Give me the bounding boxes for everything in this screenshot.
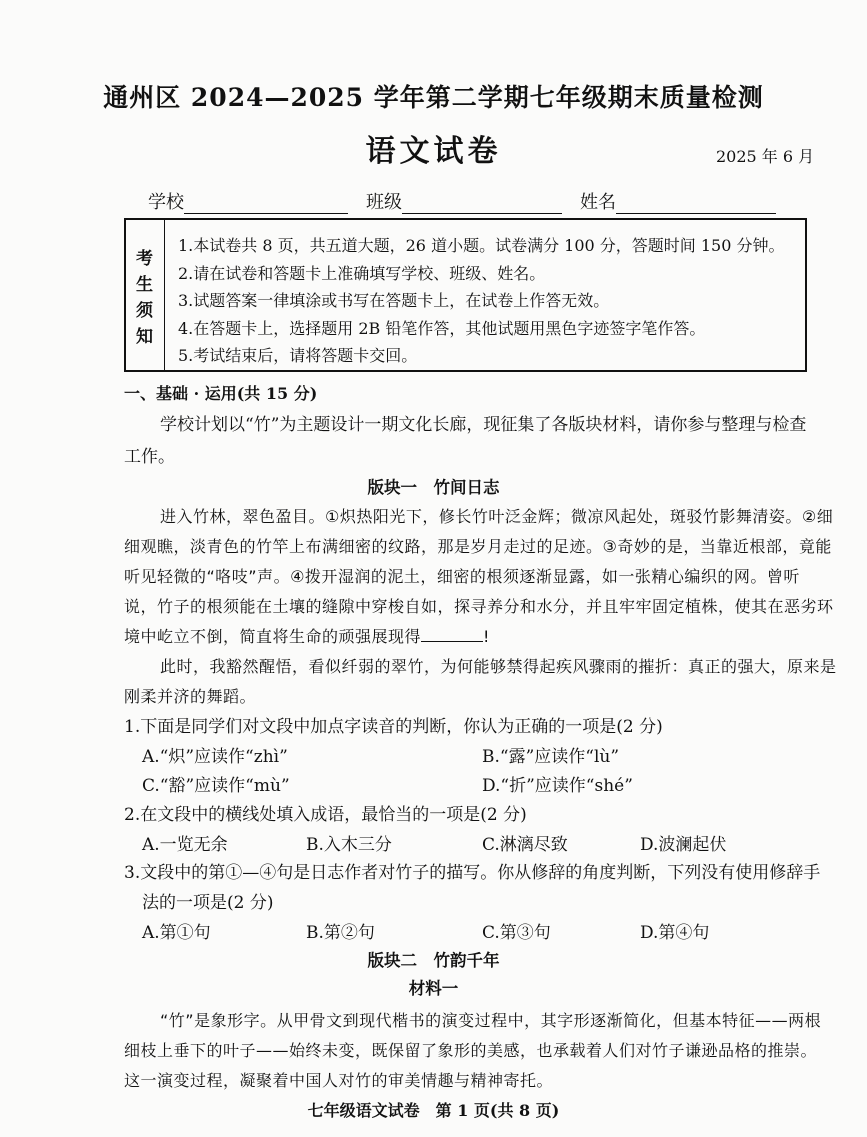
name-field[interactable] (616, 193, 776, 214)
intro-text: 工作。 (124, 447, 175, 467)
q2-option-c[interactable]: C.淋漓尽致 (482, 835, 568, 855)
notice-item: 1.本试卷共 8 页，共五道大题，26 道小题。试卷满分 100 分，答题时间 150 分钟。 (178, 236, 785, 255)
material-line: 细枝上垂下的叶子——始终未变，既保留了象形的美感，也承载着人们对竹子谦逊品格的推崇。 (124, 1041, 818, 1060)
passage-line: 说，竹子的根须能在土壤的缝隙中穿梭自如，探寻养分和水分，并且牢牢固定植株，使其在恶劣环 (124, 597, 834, 616)
exam-date: 2025 年 6 月 (716, 147, 815, 166)
section-heading: 一、基础 · 运用(共 15 分) (124, 384, 318, 403)
q1-option-b[interactable]: B.“露”应读作“lù” (482, 747, 620, 767)
q3-option-a[interactable]: A.第①句 (142, 923, 211, 943)
material-line: 这一演变过程，凝聚着中国人对竹的审美情趣与精神寄托。 (124, 1071, 554, 1090)
notice-label-char: 知 (136, 327, 153, 347)
question-1-stem: 1.下面是同学们对文段中加点字读音的判断，你认为正确的一项是(2 分) (124, 717, 663, 737)
notice-label-char: 须 (136, 301, 153, 321)
idiom-blank (421, 627, 483, 642)
notice-item: 3.试题答案一律填涂或书写在答题卡上，在试卷上作答无效。 (178, 291, 610, 310)
q2-option-b[interactable]: B.入木三分 (306, 835, 392, 855)
passage-line: 此时，我豁然醒悟，看似纤弱的翠竹，为何能够禁得起疾风骤雨的摧折：真正的强大，原来是 (160, 657, 837, 676)
passage-line: 刚柔并济的舞蹈。 (124, 687, 257, 706)
block1-title: 版块一 竹间日志 (367, 478, 500, 497)
passage-line: 听见轻微的“咯吱”声。④拨开湿润的泥土，细密的根须逐渐显露，如一张精心编织的网。曾听 (124, 567, 800, 586)
intro-text: 学校计划以“竹”为主题设计一期文化长廊，现征集了各版块材料，请你参与整理与检查 (160, 415, 807, 435)
notice-label-char: 生 (136, 275, 153, 295)
material-line: “竹”是象形字。从甲骨文到现代楷书的演变过程中，其字形逐渐简化，但基本特征——两根 (160, 1011, 822, 1030)
school-label: 学校 (148, 192, 184, 213)
class-field[interactable] (402, 193, 562, 214)
q2-option-d[interactable]: D.波澜起伏 (640, 835, 727, 855)
notice-item: 2.请在试卷和答题卡上准确填写学校、班级、姓名。 (178, 263, 546, 283)
notice-label (126, 220, 165, 370)
question-2-stem: 2.在文段中的横线处填入成语，最恰当的一项是(2 分) (124, 805, 527, 825)
notice-item: 4.在答题卡上，选择题用 2B 铅笔作答，其他试题用黑色字迹签字笔作答。 (178, 318, 706, 338)
notice-label-char: 考 (136, 249, 153, 269)
name-label: 姓名 (580, 192, 616, 213)
passage-line: 进入竹林，翠色盈目。①炽热阳光下，修长竹叶泛金辉；微凉风起处，斑驳竹影舞清姿。②细 (160, 507, 834, 526)
question-3-stem: 3.文段中的第①—④句是日志作者对竹子的描写。你从修辞的角度判断，下列没有使用修辞手 (124, 863, 821, 883)
material1-title: 材料一 (408, 979, 459, 998)
passage-line (124, 624, 490, 647)
exam-subtitle: 语文试卷 (365, 134, 502, 169)
q2-option-a[interactable]: A.一览无余 (142, 835, 228, 855)
block2-title: 版块二 竹韵千年 (367, 951, 500, 970)
class-label: 班级 (366, 192, 402, 213)
exam-title: 通州区 2024—2025 学年第二学期七年级期末质量检测 (103, 83, 764, 112)
page-footer: 七年级语文试卷 第 1 页(共 8 页) (307, 1101, 560, 1120)
passage-line: 细观瞧，淡青色的竹竿上布满细密的纹路，那是岁月走过的足迹。③奇妙的是，当靠近根部，竟能 (124, 537, 832, 556)
notice-list (178, 232, 785, 370)
passage-text: ! (483, 627, 490, 646)
q3-option-b[interactable]: B.第②句 (306, 923, 375, 943)
question-3-stem: 法的一项是(2 分) (142, 893, 274, 913)
q1-option-c[interactable]: C.“豁”应读作“mù” (142, 776, 290, 796)
q3-option-d[interactable]: D.第④句 (640, 923, 710, 943)
q1-option-a[interactable]: A.“炽”应读作“zhì” (142, 747, 288, 767)
school-field[interactable] (184, 193, 348, 214)
passage-text: 境中屹立不倒，简直将生命的顽强展现得 (124, 627, 422, 646)
notice-item: 5.考试结束后，请将答题卡交回。 (178, 346, 418, 365)
exam-notice-box (124, 218, 807, 372)
q1-option-d[interactable]: D.“折”应读作“shé” (482, 776, 633, 796)
q3-option-c[interactable]: C.第③句 (482, 923, 551, 943)
